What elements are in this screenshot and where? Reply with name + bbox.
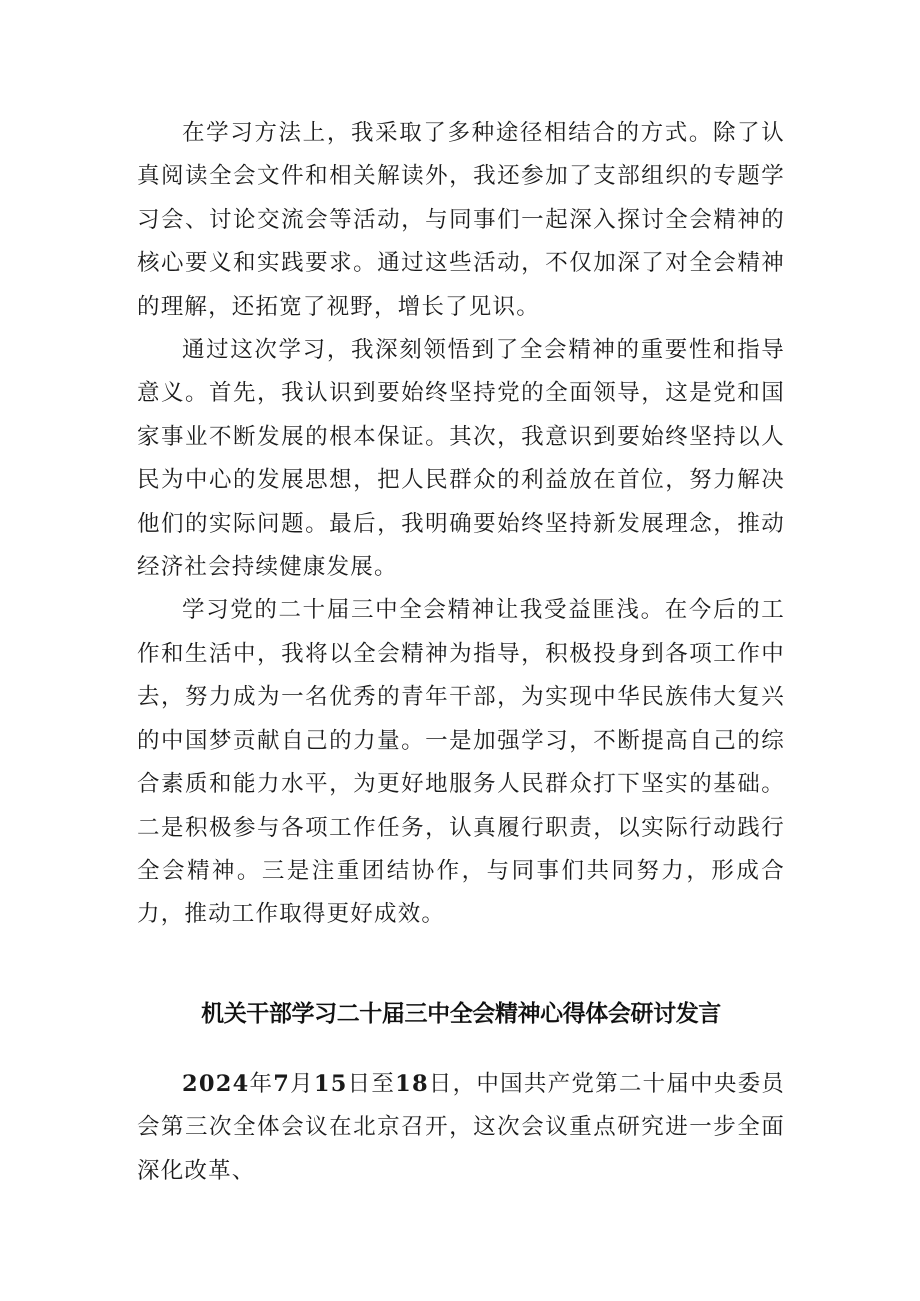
- date-year-unit: 年: [249, 1070, 274, 1097]
- date-month: 7: [273, 1070, 291, 1097]
- document-body: [137, 112, 785, 1193]
- date-day-start: 15: [313, 1070, 348, 1097]
- meeting-intro-text: ，中国共产党第二十届中央委员会第三次全体会议在北京召开，这次会议重点研究进一步全面深化改革、: [137, 1070, 786, 1184]
- paragraph-study-methods: 在学习方法上，我采取了多种途径相结合的方式。除了认真阅读全会文件和相关解读外，我还参加了支部组织的专题学习会、讨论交流会等活动，与同事们一起深入探讨全会精神的核心要义和实践要求。通过这些活动，不仅加深了对全会精神的理解，还拓宽了视野，增长了见识。: [137, 120, 785, 320]
- date-day-start-unit: 日至: [347, 1070, 396, 1097]
- date-day-end-unit: 日: [428, 1070, 453, 1097]
- paragraph-future-plans: 学习党的二十届三中全会精神让我受益匪浅。在今后的工作和生活中，我将以全会精神为指导，积极投身到各项工作中去，努力成为一名优秀的青年干部，为实现中华民族伟大复兴的中国梦贡献自己的力量。一是加强学习，不断提高自己的综合素质和能力水平，为更好地服务人民群众打下坚实的基础。二是积极参与各项工作任务，认真履行职责，以实际行动践行全会精神。三是注重团结协作，与同事们共同努力，形成合力，推动工作取得更好成效。: [137, 597, 785, 928]
- date-day-end: 18: [395, 1070, 429, 1097]
- paragraph-understanding: 通过这次学习，我深刻领悟到了全会精神的重要性和指导意义。首先，我认识到要始终坚持党的全面领导，这是党和国家事业不断发展的根本保证。其次，我意识到要始终坚持以人民为中心的发展思想，把人民群众的利益放在首位，努力解决他们的实际问题。最后，我明确要始终坚持新发展理念，推动经济社会持续健康发展。: [137, 337, 785, 581]
- section-title: 机关干部学习二十届三中全会精神心得体会研讨发言: [201, 1000, 721, 1027]
- date-month-unit: 月: [290, 1070, 314, 1097]
- date-year: 2024: [182, 1070, 250, 1097]
- paragraph-meeting-intro: [137, 1063, 785, 1193]
